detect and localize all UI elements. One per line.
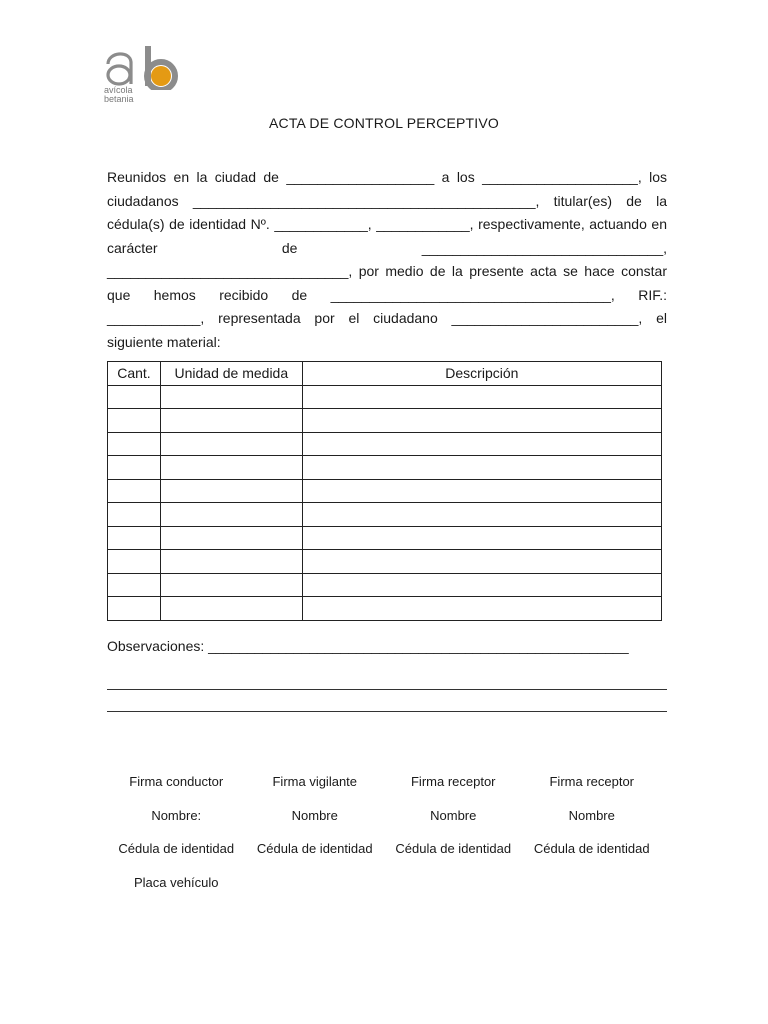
descripcion-cell[interactable] — [302, 385, 661, 409]
plate-row — [107, 875, 667, 909]
observations-label: Observaciones: ______________________________________________________ — [107, 638, 629, 654]
document-title: ACTA DE CONTROL PERCEPTIVO — [268, 115, 499, 131]
name-row — [107, 808, 667, 842]
sig-firma-conductor: Firma conductor — [129, 774, 224, 789]
sig-nombre-1: Nombre: — [151, 807, 202, 823]
table-header-row — [108, 362, 662, 386]
table-row — [108, 456, 662, 480]
cant-cell[interactable] — [108, 385, 161, 409]
observations-line-2 — [107, 711, 667, 712]
cant-cell[interactable] — [108, 526, 161, 550]
sig-nombre-3: Nombre — [430, 807, 477, 823]
material-table — [107, 361, 662, 621]
unidad-cell[interactable] — [160, 573, 302, 597]
unidad-cell[interactable] — [160, 550, 302, 574]
table-row — [108, 526, 662, 550]
cant-cell[interactable] — [108, 503, 161, 527]
descripcion-cell[interactable] — [302, 573, 661, 597]
logo-text-line1: avícola — [104, 85, 133, 95]
header-unidad: Unidad de medida — [160, 362, 302, 386]
descripcion-cell[interactable] — [302, 479, 661, 503]
logo-text-line2: betania — [104, 94, 134, 104]
sig-firma-vigilante: Firma vigilante — [272, 774, 358, 789]
unidad-cell[interactable] — [160, 597, 302, 621]
cant-cell[interactable] — [108, 432, 161, 456]
descripcion-cell[interactable] — [302, 432, 661, 456]
logo-mark — [104, 42, 180, 90]
unidad-cell[interactable] — [160, 409, 302, 433]
signature-row — [107, 774, 667, 808]
descripcion-cell[interactable] — [302, 456, 661, 480]
table-row — [108, 597, 662, 621]
unidad-cell[interactable] — [160, 385, 302, 409]
observations-line-1 — [107, 689, 667, 690]
signature-block — [107, 774, 667, 908]
header-cant: Cant. — [108, 362, 161, 386]
sig-nombre-4: Nombre — [568, 807, 615, 823]
descripcion-cell[interactable] — [302, 526, 661, 550]
cant-cell[interactable] — [108, 597, 161, 621]
sig-placa-vehiculo: Placa vehículo — [133, 874, 219, 890]
descripcion-cell[interactable] — [302, 503, 661, 527]
table-row — [108, 432, 662, 456]
sig-cedula-1: Cédula de identidad — [118, 841, 235, 856]
table-row — [108, 573, 662, 597]
unidad-cell[interactable] — [160, 432, 302, 456]
sig-firma-receptor-1: Firma receptor — [410, 774, 496, 789]
unidad-cell[interactable] — [160, 479, 302, 503]
cant-cell[interactable] — [108, 479, 161, 503]
unidad-cell[interactable] — [160, 526, 302, 550]
id-row — [107, 841, 667, 875]
header-descripcion: Descripción — [302, 362, 661, 386]
unidad-cell[interactable] — [160, 456, 302, 480]
descripcion-cell[interactable] — [302, 409, 661, 433]
table-row — [108, 479, 662, 503]
unidad-cell[interactable] — [160, 503, 302, 527]
sig-cedula-2: Cédula de identidad — [256, 841, 373, 856]
cant-cell[interactable] — [108, 409, 161, 433]
sig-cedula-3: Cédula de identidad — [395, 841, 512, 856]
descripcion-cell[interactable] — [302, 597, 661, 621]
descripcion-cell[interactable] — [302, 550, 661, 574]
table-row — [108, 385, 662, 409]
table-row — [108, 409, 662, 433]
cant-cell[interactable] — [108, 456, 161, 480]
body-paragraph: Reunidos en la ciudad de ___________________ a los ____________________, los ciudadanos ____________________________________________, titular(es) de la cédula(s) de identidad Nº. ____________, ____________, respectivamente, actuando en carácter de _______________________________, _______________________________, por medio de la presente acta se hace constar que hemos recibido de ____________________________________, RIF.: ____________, representada por el ciudadano ________________________, el siguiente material: — [107, 169, 667, 350]
table-row — [108, 503, 662, 527]
sig-cedula-4: Cédula de identidad — [533, 841, 650, 856]
sig-nombre-2: Nombre — [291, 807, 338, 823]
table-row — [108, 550, 662, 574]
cant-cell[interactable] — [108, 573, 161, 597]
sig-firma-receptor-2: Firma receptor — [549, 774, 635, 789]
company-logo — [104, 42, 180, 108]
cant-cell[interactable] — [108, 550, 161, 574]
